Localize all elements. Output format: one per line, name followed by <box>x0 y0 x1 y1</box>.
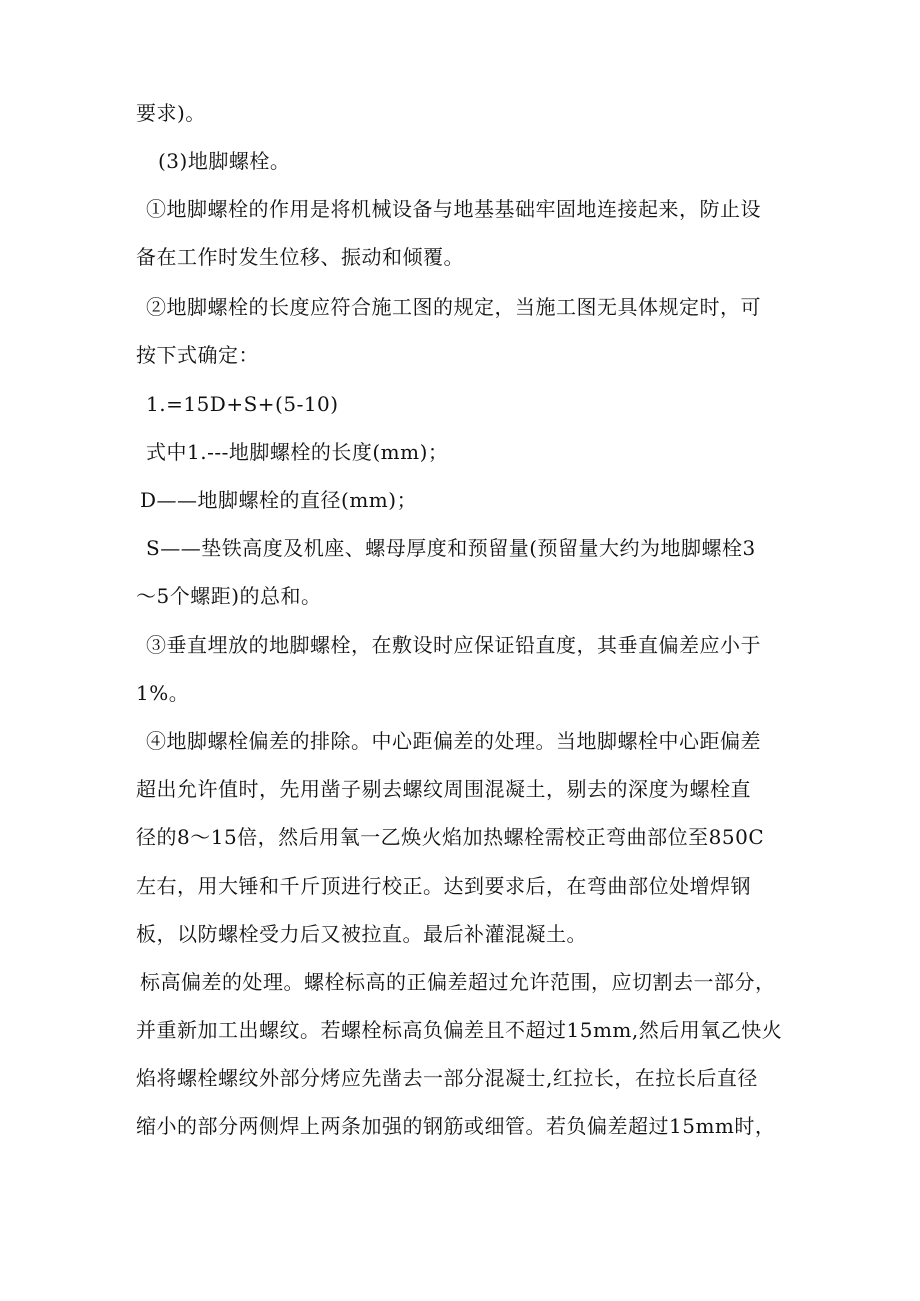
text-line-7: 1.=15D+S+(5-10) <box>146 392 339 416</box>
text-line-4: 备在工作时发生位移、振动和倾覆。 <box>136 245 464 269</box>
text-line-3: ①地脚螺栓的作用是将机械设备与地基基础牢固地连接起来，防止设 <box>146 197 761 221</box>
text-line-20: 并重新加工出螺纹。若螺栓标高负偏差且不超过15mm,然后用氧乙快火 <box>136 1018 783 1042</box>
text-line-5: ②地脚螺栓的长度应符合施工图的规定，当施工图无具体规定时，可 <box>146 295 761 319</box>
text-line-18: 板，以防螺栓受力后又被拉直。最后补灌混凝土。 <box>136 922 587 946</box>
text-line-10: S——垫铁高度及机座、螺母厚度和预留量(预留量大约为地脚螺栓3 <box>146 536 756 560</box>
text-line-22: 缩小的部分两侧焊上两条加强的钢筋或细管。若负偏差超过15mm时， <box>136 1114 776 1138</box>
text-line-1: 要求)。 <box>136 101 206 125</box>
text-line-12: ③垂直埋放的地脚螺栓，在敷设时应保证铅直度，其垂直偏差应小于 <box>146 633 761 657</box>
text-line-17: 左右，用大锤和千斤顶进行校正。达到要求后，在弯曲部位处增焊钢 <box>136 874 751 898</box>
text-line-14: ④地脚螺栓偏差的排除。中心距偏差的处理。当地脚螺栓中心距偏差 <box>146 729 761 753</box>
text-line-8: 式中1.---地脚螺栓的长度(mm)； <box>146 440 449 464</box>
text-line-15: 超出允许值时，先用凿子剔去螺纹周围混凝土，剔去的深度为螺栓直 <box>136 777 751 801</box>
text-line-21: 焰将螺栓螺纹外部分烤应先凿去一部分混凝士,红拉长，在拉长后直径 <box>136 1066 758 1090</box>
text-line-2: (3)地脚螺栓。 <box>158 149 291 173</box>
text-line-13: 1%。 <box>136 681 190 705</box>
text-line-19: 标高偏差的处理。螺栓标高的正偏差超过允许范围，应切割去一部分， <box>140 970 776 994</box>
text-line-6: 按下式确定： <box>136 343 259 367</box>
text-line-9: D——地脚螺栓的直径(mm)； <box>140 488 418 512</box>
text-line-11: ～5个螺距)的总和。 <box>136 584 322 608</box>
text-line-16: 径的8～15倍，然后用氧一乙焕火焰加热螺栓需校正弯曲部位至850C <box>136 825 765 849</box>
